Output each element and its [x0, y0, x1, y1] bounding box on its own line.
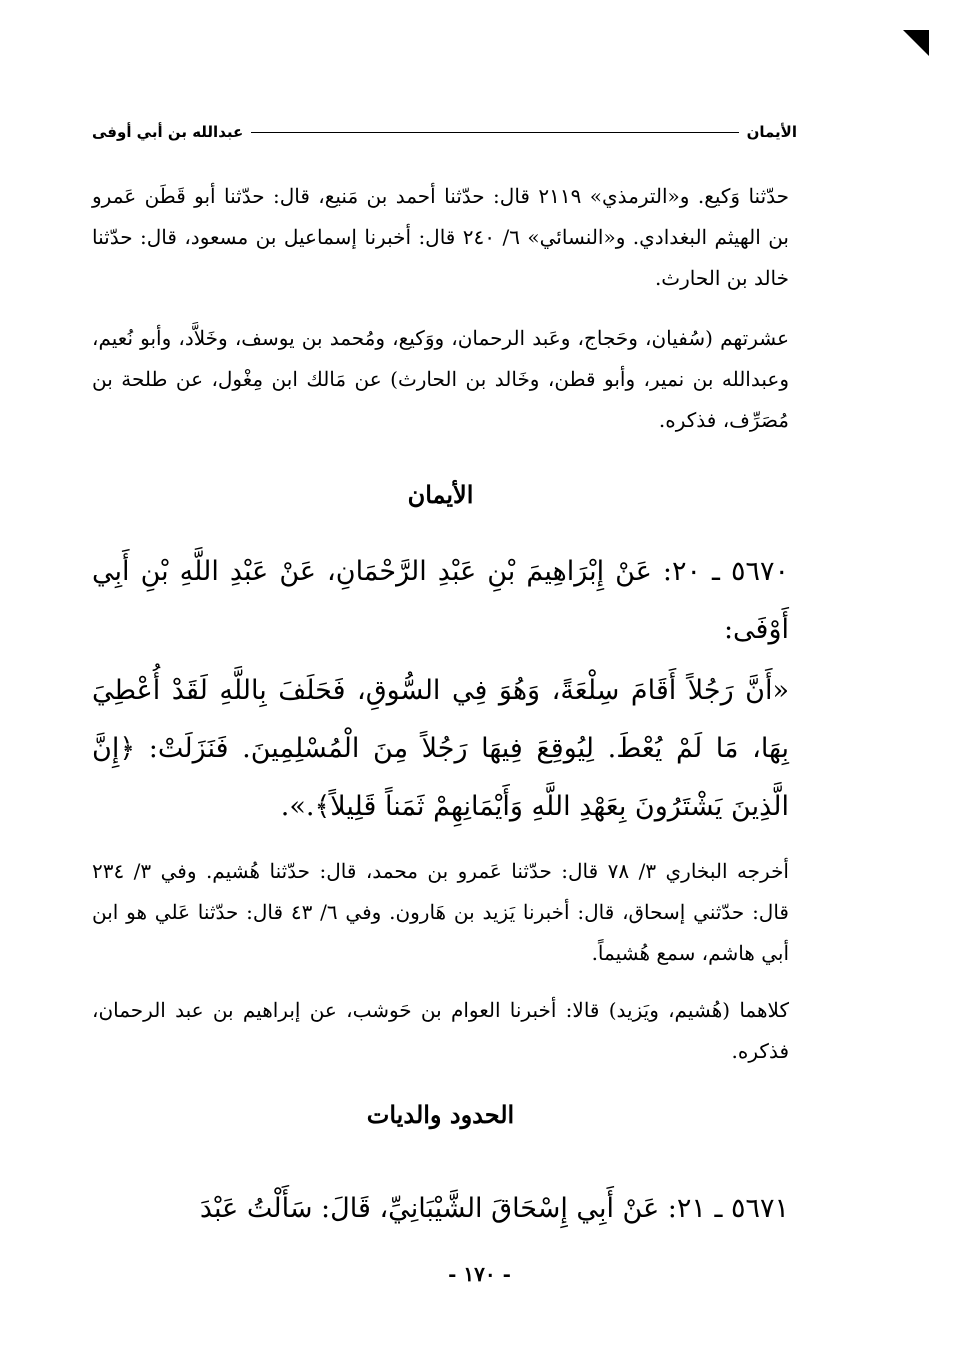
paragraph-citations-1: حدّثنا وَكيع. و«الترمذي» ٢١١٩ قال: حدّثنا أحمد بن مَنيع، قال: حدّثنا أبو قَطَن عَمرو بن الهيثم البغدادي. و«النسائي» ٦/ ٢٤٠ قال: أخبرنا إسماعيل بن مسعود، قال: حدّثنا خالد بن الحارث. — [92, 184, 790, 290]
hadith-5670-text: «أَنَّ رَجُلاً أَقَامَ سِلْعَةً، وَهُوَ فِي السُّوقِ، فَحَلَفَ بِاللَّهِ لَقَدْ أُعْطِيَ بِهَا، مَا لَمْ يُعْطَ. لِيُوقِعَ فِيهَا رَجُلاً مِنَ الْمُسْلِمِينَ. فَنَزَلَتْ: ﴿إِنَّ الَّذِينَ يَشْتَرُونَ بِعَهْدِ اللَّهِ وَأَيْمَانِهِمْ ثَمَناً قَلِيلاً﴾.». — [92, 675, 789, 822]
header-chapter-title: الأيمان — [746, 123, 797, 141]
paragraph-citations-3: كلاهما (هُشيم، ويَزيد) قالا: أخبرنا العوام بن حَوشب، عن إبراهيم بن عبد الرحمان، فذكره. — [92, 998, 789, 1063]
paragraph-narrators: عشرتهم (سُفيان، وحَجاج، وعَبد الرحمان، ووَكيع، ومُحمد بن يوسف، وخَلاَّد، وأبو نُعيم، وعبدالله بن نمير، وأبو قطن، وخَالد بن الحارث) عن مَالك ابن مِغْول، عن طلحة بن مُصَرِّف، فذكره. — [92, 326, 789, 432]
page-number: - ١٧٠ - — [448, 1262, 511, 1286]
section-title-hudud: الحدود والديات — [366, 1100, 515, 1129]
header-rule — [251, 132, 738, 133]
hadith-5671-intro: ٥٦٧١ ـ ٢١: عَنْ أَبِي إِسْحَاقَ الشَّيْبَانِيِّ، قَالَ: سَأَلْتُ عَبْدَ — [199, 1193, 789, 1224]
section-title-oaths: الأيمان — [407, 480, 474, 509]
running-header — [92, 118, 797, 146]
page-corner-marker — [903, 30, 929, 56]
header-narrator-name: عبدالله بن أبي أوفى — [92, 123, 244, 141]
hadith-5670-intro: ٥٦٧٠ ـ ٢٠: عَنْ إِبْرَاهِيمَ بْنِ عَبْدِ الرَّحْمَانِ، عَنْ عَبْدِ اللَّهِ بْنِ أَبِي أَوْفَى: — [92, 556, 789, 645]
paragraph-citations-2: أخرجه البخاري ٣/ ٧٨ قال: حدّثنا عَمرو بن محمد، قال: حدّثنا هُشيم. وفي ٣/ ٢٣٤ قال: حدّثني إسحاق، قال: أخبرنا يَزيد بن هَارون. وفي ٦/ ٤٣ قال: حدّثنا عَلي هو ابن أبي هاشم، سمع هُشيماً. — [92, 859, 789, 965]
